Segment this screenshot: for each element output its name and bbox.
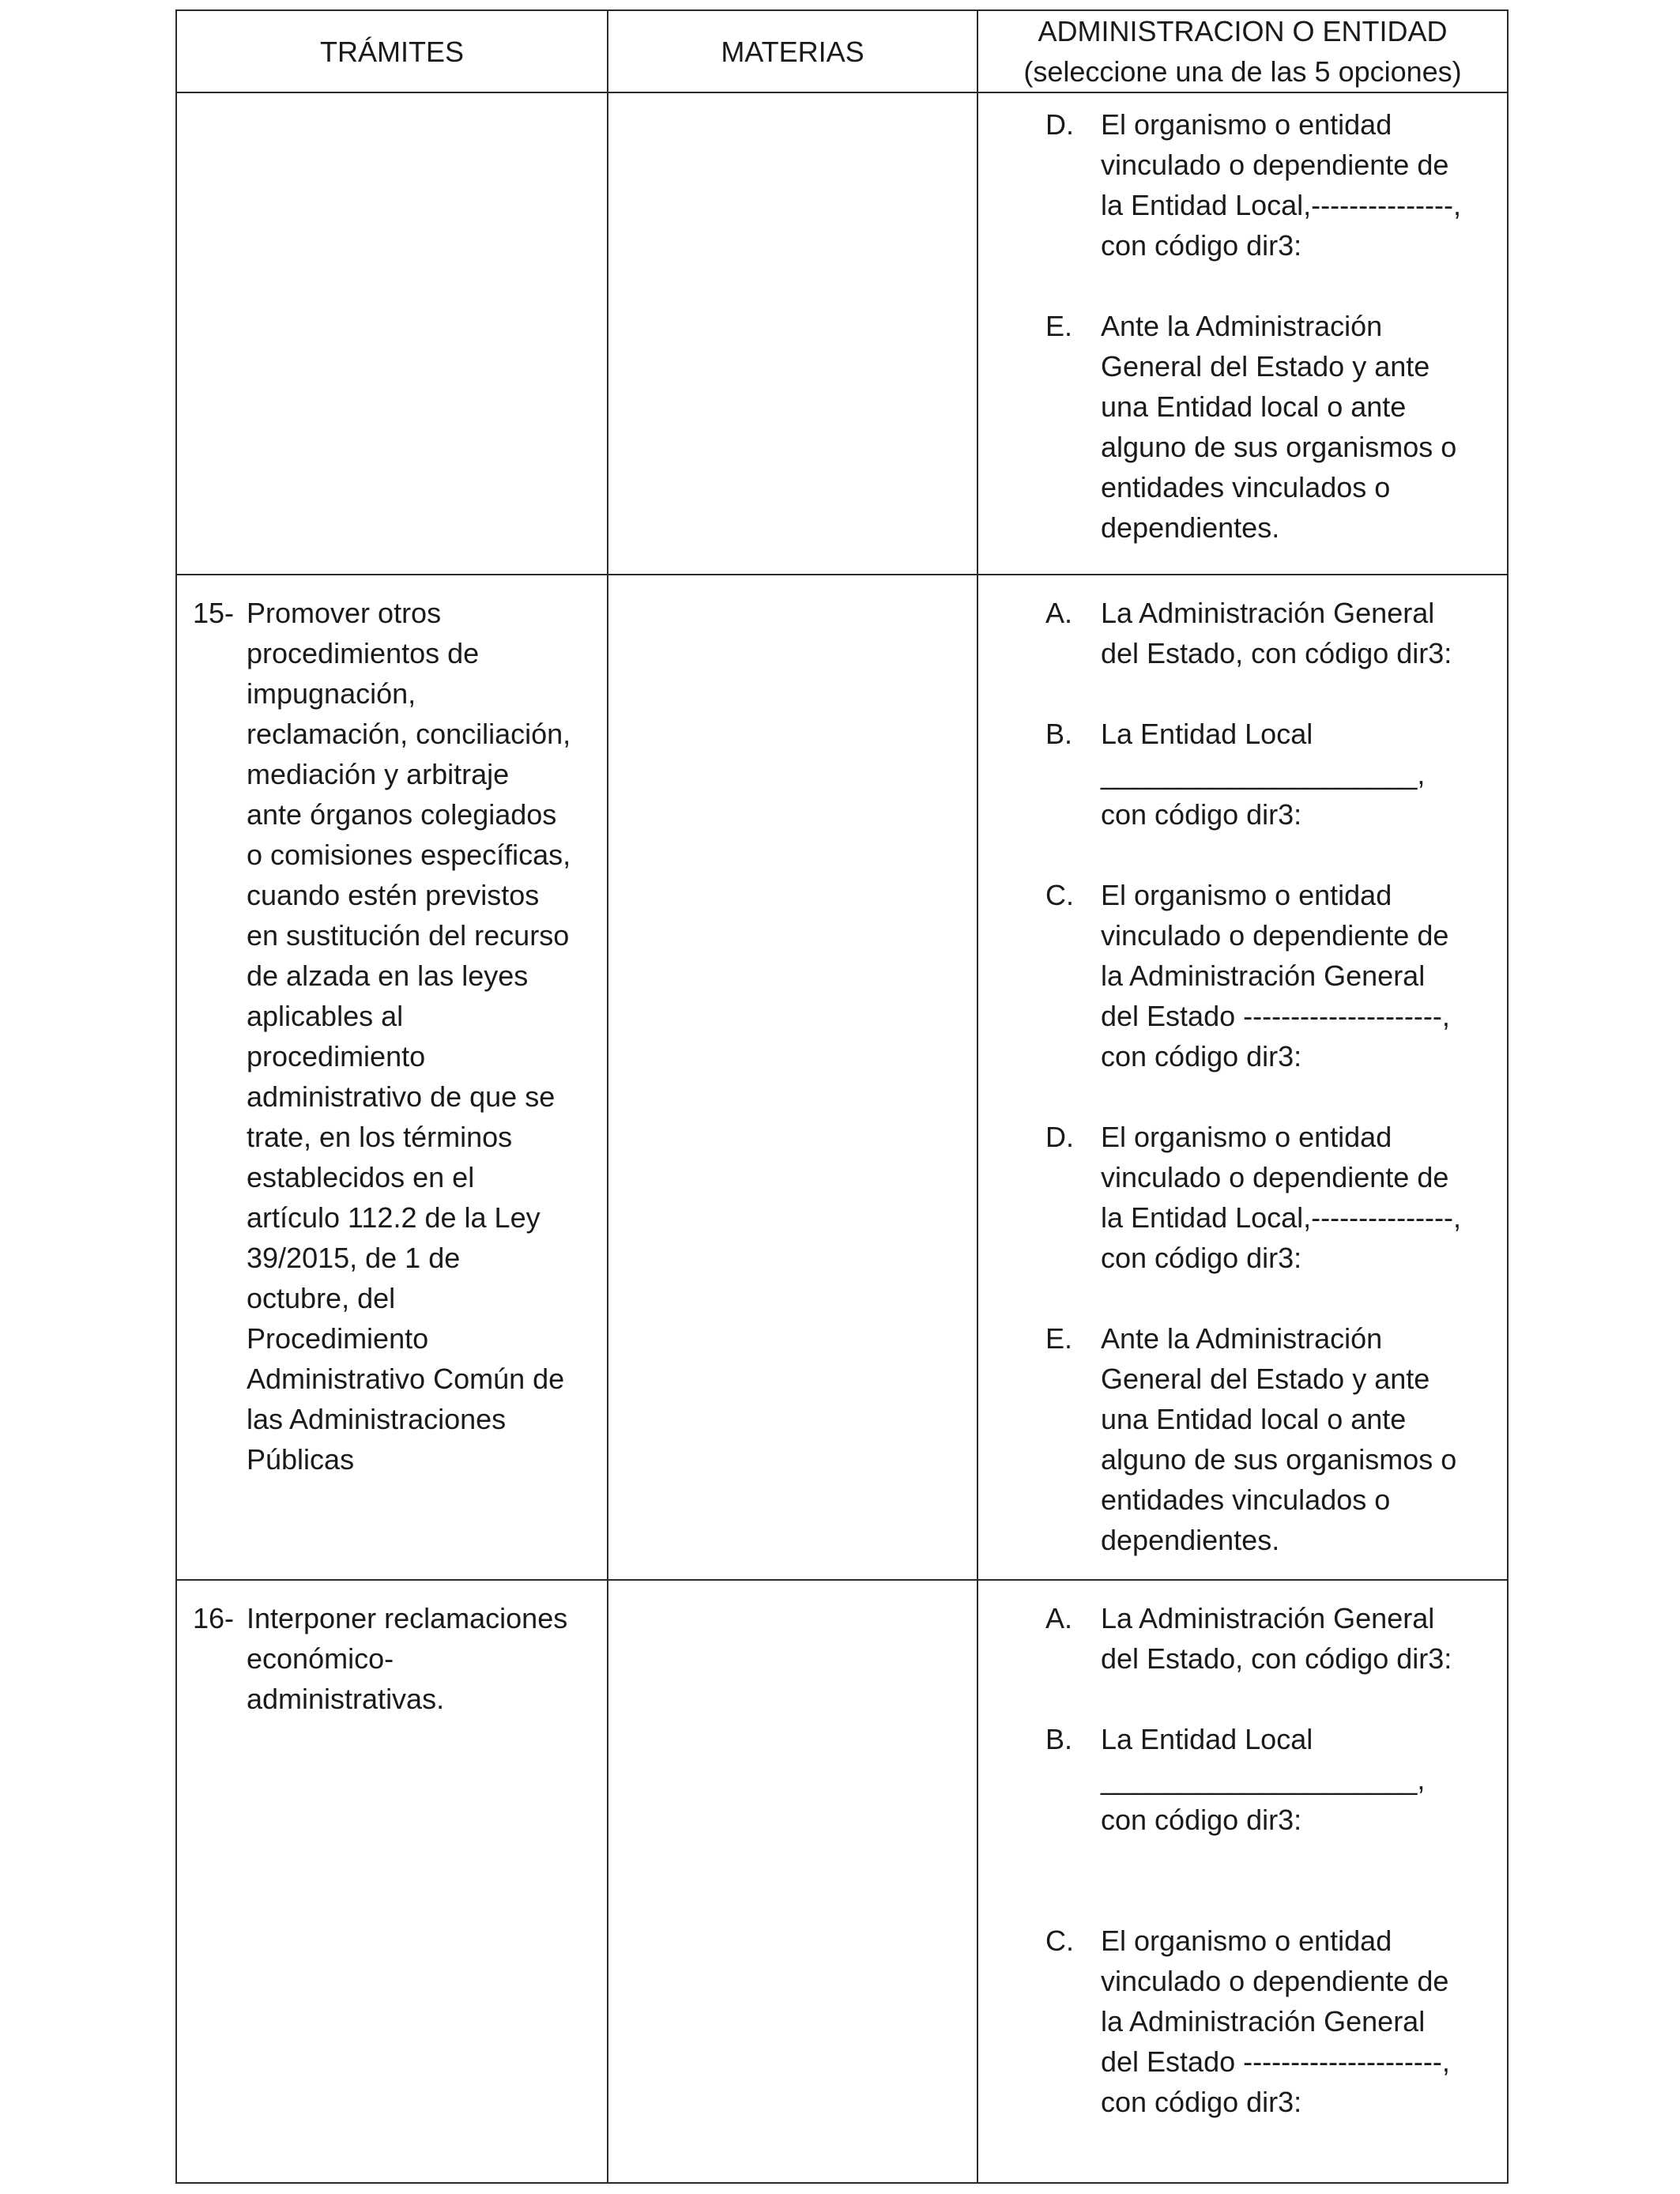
tramites-table (175, 9, 1509, 2184)
tramite-line: aplicables al (247, 1000, 404, 1032)
option-letter: E. (1045, 310, 1073, 342)
tramite-cell-empty (176, 92, 608, 575)
option-line: entidades vinculados o (1101, 1483, 1391, 1516)
tramite-cell (176, 1580, 608, 2183)
tramite-line: Promover otros (247, 597, 442, 629)
tramite-line: económico- (247, 1642, 394, 1675)
tramite-line: administrativas. (247, 1683, 445, 1715)
options-list (978, 575, 1507, 1560)
option-line: La Administración General (1101, 597, 1435, 629)
tramite-lines (247, 1598, 591, 1719)
option-letter: A. (1045, 1602, 1073, 1634)
tramite-number: 16- (193, 1602, 235, 1634)
tramite-line: Procedimiento (247, 1322, 429, 1355)
options-cell (977, 575, 1508, 1580)
tramite-cell (176, 575, 608, 1580)
tramite-line: administrativo de que se (247, 1080, 556, 1113)
option-item (1045, 714, 1491, 835)
option-line: con código dir3: (1101, 2086, 1302, 2118)
options-list (978, 93, 1507, 548)
tramite-line: en sustitución del recurso (247, 919, 570, 952)
options-cell (977, 1580, 1508, 2183)
option-letter: B. (1045, 718, 1073, 750)
header-admin-line-2: (seleccione una de las 5 opciones) (1023, 55, 1462, 88)
option-line: con código dir3: (1101, 798, 1302, 831)
option-line: la Administración General (1101, 2005, 1426, 2038)
option-item (1045, 593, 1491, 673)
option-line: del Estado ---------------------, (1101, 2045, 1450, 2078)
option-item (1045, 104, 1491, 266)
option-line: vinculado o dependiente de (1101, 919, 1449, 952)
tramite-line: octubre, del (247, 1282, 396, 1314)
option-letter: A. (1045, 597, 1073, 629)
tramite-lines (247, 593, 591, 1480)
tramite-line: procedimientos de (247, 637, 480, 669)
option-line: con código dir3: (1101, 1040, 1302, 1072)
option-line: La Administración General (1101, 1602, 1435, 1634)
option-item (1045, 1719, 1491, 1840)
materias-cell (608, 1580, 977, 2183)
option-line: entidades vinculados o (1101, 471, 1391, 503)
option-item (1045, 1318, 1491, 1560)
option-line: con código dir3: (1101, 1804, 1302, 1836)
tramite-text (177, 575, 607, 1480)
option-line: ____________________, (1101, 1763, 1426, 1796)
option-letter: D. (1045, 108, 1074, 141)
option-line: General del Estado y ante (1101, 1363, 1430, 1395)
option-line: del Estado, con código dir3: (1101, 637, 1452, 669)
tramite-line: o comisiones específicas, (247, 839, 571, 871)
option-line: El organismo o entidad (1101, 1924, 1392, 1957)
tramite-line: las Administraciones (247, 1403, 507, 1435)
header-admin-line-1: ADMINISTRACION O ENTIDAD (1038, 15, 1448, 47)
option-item (1045, 1117, 1491, 1278)
option-line: la Entidad Local,---------------, (1101, 189, 1462, 221)
option-line: Ante la Administración (1101, 1322, 1383, 1355)
option-letter: E. (1045, 1322, 1073, 1355)
tramite-line: mediación y arbitraje (247, 758, 510, 790)
tramite-line: Administrativo Común de (247, 1363, 565, 1395)
option-line: La Entidad Local (1101, 718, 1313, 750)
tramite-line: cuando estén previstos (247, 879, 540, 911)
table-row-15 (176, 575, 1508, 1580)
tramite-line: Públicas (247, 1443, 355, 1476)
option-line: vinculado o dependiente de (1101, 1161, 1449, 1193)
option-line: alguno de sus organismos o (1101, 1443, 1457, 1476)
table-header-row (176, 10, 1508, 92)
option-line: del Estado, con código dir3: (1101, 1642, 1452, 1675)
tramite-text (177, 1581, 607, 1719)
option-item (1045, 1921, 1491, 2122)
option-line: dependientes. (1101, 1524, 1280, 1556)
options-list (978, 1581, 1507, 2122)
materias-cell (608, 92, 977, 575)
option-line: El organismo o entidad (1101, 108, 1392, 141)
options-cell (977, 92, 1508, 575)
option-line: una Entidad local o ante (1101, 1403, 1407, 1435)
tramite-line: reclamación, conciliación, (247, 718, 571, 750)
option-item (1045, 306, 1491, 548)
tramite-number: 15- (193, 597, 235, 629)
tramite-line: trate, en los términos (247, 1121, 513, 1153)
tramite-line: establecidos en el (247, 1161, 475, 1193)
option-line: General del Estado y ante (1101, 350, 1430, 383)
option-line: con código dir3: (1101, 1242, 1302, 1274)
option-line: vinculado o dependiente de (1101, 149, 1449, 181)
option-line: del Estado ---------------------, (1101, 1000, 1450, 1032)
option-line: alguno de sus organismos o (1101, 431, 1457, 463)
tramite-line: impugnación, (247, 677, 416, 710)
option-line: dependientes. (1101, 511, 1280, 544)
option-letter: C. (1045, 879, 1074, 911)
option-line: El organismo o entidad (1101, 1121, 1392, 1153)
option-item (1045, 875, 1491, 1076)
option-item (1045, 1598, 1491, 1679)
tramite-line: ante órganos colegiados (247, 798, 557, 831)
option-letter: B. (1045, 1723, 1073, 1755)
tramite-line: artículo 112.2 de la Ley (247, 1201, 541, 1234)
table-row-16 (176, 1580, 1508, 2183)
option-line: La Entidad Local (1101, 1723, 1313, 1755)
option-line: con código dir3: (1101, 229, 1302, 262)
option-letter: D. (1045, 1121, 1074, 1153)
header-administracion (977, 10, 1508, 92)
header-materias: MATERIAS (608, 10, 977, 92)
tramite-line: Interponer reclamaciones (247, 1602, 568, 1634)
option-line: ____________________, (1101, 758, 1426, 790)
option-line: El organismo o entidad (1101, 879, 1392, 911)
option-line: la Entidad Local,---------------, (1101, 1201, 1462, 1234)
tramite-line: 39/2015, de 1 de (247, 1242, 461, 1274)
header-tramites: TRÁMITES (176, 10, 608, 92)
table-row-continued (176, 92, 1508, 575)
option-line: una Entidad local o ante (1101, 390, 1407, 423)
materias-cell (608, 575, 977, 1580)
option-line: vinculado o dependiente de (1101, 1965, 1449, 1997)
tramite-line: procedimiento (247, 1040, 426, 1072)
option-letter: C. (1045, 1924, 1074, 1957)
tramite-line: de alzada en las leyes (247, 959, 529, 992)
option-line: la Administración General (1101, 959, 1426, 992)
option-line: Ante la Administración (1101, 310, 1383, 342)
